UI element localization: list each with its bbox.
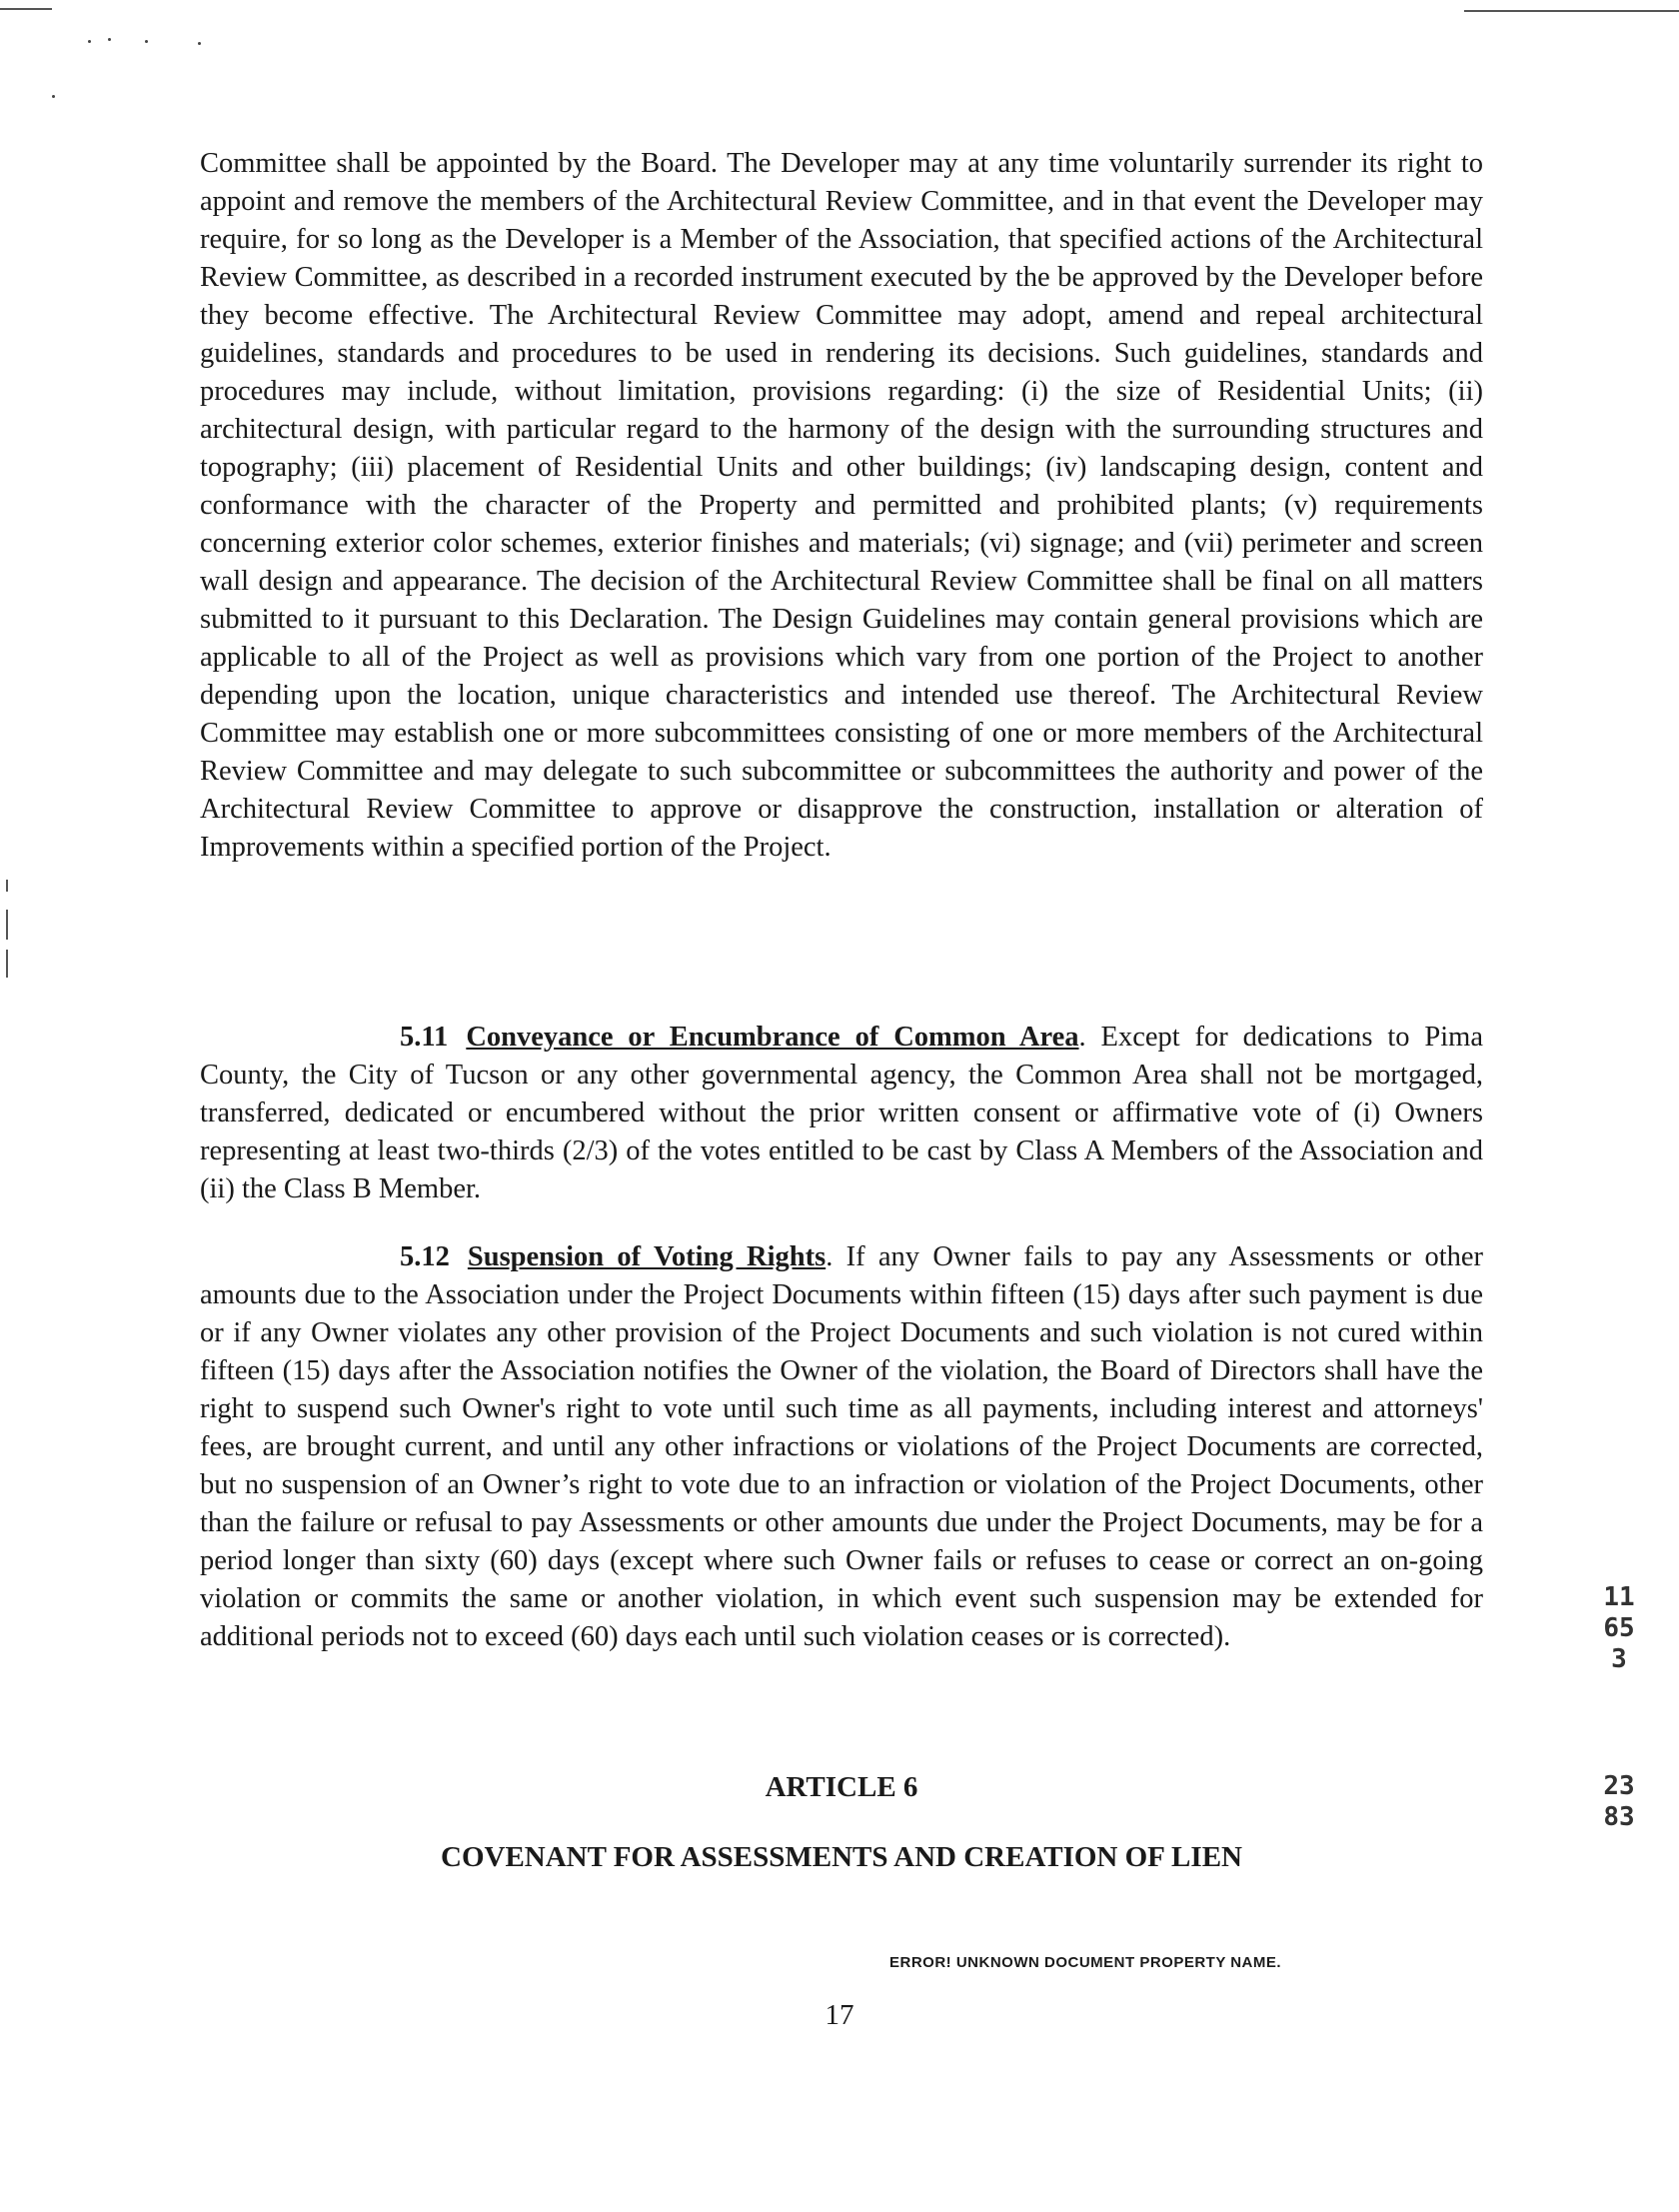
article-heading: ARTICLE 6 <box>765 1771 918 1803</box>
scan-speck <box>145 40 148 43</box>
section-body: . If any Owner fails to pay any Assessments or other amounts due to the Association under the Project Documents within fifteen (15) days after such payment is due or if any Owner violates any other provision of the Project Documents and such violation is not cured within fifteen (15) days after the Association notifies the Owner of the violation, the Board of Directors shall have the right to suspend such Owner's right to vote until such time as all payments, including interest and attorneys' fees, are brought current, and until any other infractions or violations of the Project Documents are corrected, but no suspension of an Owner’s right to vote due to an infraction or violation of the Project Documents, other than the failure or refusal to pay Assessments or other amounts due under the Project Documents, may be for a period longer than sixty (60) days (except where such Owner fails or refuses to cease or correct an on-going violation or commits the same or another violation, in which event such suspension may be extended for additional periods not to exceed (60) days each until such violation ceases or is corrected). <box>200 1241 1483 1652</box>
scan-edge-mark-left <box>0 8 52 10</box>
section-number: 5.12 <box>400 1241 450 1272</box>
section-body: . Except for dedications to Pima County, the City of Tucson or any other governmental agency, the Common Area shall not be mortgaged, transferred, dedicated or encumbered without the prior written consent or affirmative vote of (i) Owners representing at least two-thirds (2/3) of the votes entitled to be cast by Class A Members of the Association and (ii) the Class B Member. <box>200 1022 1483 1204</box>
section-number: 5.11 <box>400 1022 449 1053</box>
section-5-12 <box>200 1238 1483 1656</box>
margin-change-bar <box>6 950 8 978</box>
section-title: Suspension of Voting Rights <box>467 1241 827 1272</box>
recording-stamp-page: 2383 <box>1603 1771 1635 1832</box>
section-5-11 <box>200 1019 1483 1208</box>
margin-change-bar <box>6 910 8 940</box>
article-title: COVENANT FOR ASSESSMENTS AND CREATION OF LIEN <box>441 1841 1242 1873</box>
paragraph-architectural-committee: Committee shall be appointed by the Board. The Developer may at any time voluntarily surrender its right to appoint and remove the members of the Architectural Review Committee, and in that event the Developer may require, for so long as the Developer is a Member of the Association, that specified actions of the Architectural Review Committee, as described in a recorded instrument executed by the be approved by the Developer before they become effective. The Architectural Review Committee may adopt, amend and repeal architectural guidelines, standards and procedures to be used in rendering its decisions. Such guidelines, standards and procedures may include, without limitation, provisions regarding: (i) the size of Residential Units; (ii) architectural design, with particular regard to the harmony of the design with the surrounding structures and topography; (iii) placement of Residential Units and other buildings; (iv) landscaping design, content and conformance with the character of the Property and permitted and prohibited plants; (v) requirements concerning exterior color schemes, exterior finishes and materials; (vi) signage; and (vii) perimeter and screen wall design and appearance. The decision of the Architectural Review Committee shall be final on all matters submitted to it pursuant to this Declaration. The Design Guidelines may contain general provisions which are applicable to all of the Project as well as provisions which vary from one portion of the Project to another depending upon the location, unique characteristics and intended use thereof. The Architectural Review Committee may establish one or more subcommittees consisting of one or more members of the Architectural Review Committee and may delegate to such subcommittee or subcommittees the authority and power of the Architectural Review Committee to approve or disapprove the construction, installation or alteration of Improvements within a specified portion of the Project. <box>200 148 1483 863</box>
scan-edge-mark-right <box>1464 10 1679 12</box>
footer-field-error: ERROR! UNKNOWN DOCUMENT PROPERTY NAME. <box>889 1954 1282 1971</box>
scan-speck <box>198 42 201 45</box>
scan-speck <box>88 40 91 43</box>
section-title: Conveyance or Encumbrance of Common Area <box>466 1022 1079 1053</box>
recording-stamp-docket: 11653 <box>1603 1582 1635 1674</box>
page-number: 17 <box>825 1999 854 2031</box>
margin-change-bar <box>6 880 8 892</box>
scan-speck <box>52 95 55 98</box>
scan-speck <box>108 38 111 41</box>
